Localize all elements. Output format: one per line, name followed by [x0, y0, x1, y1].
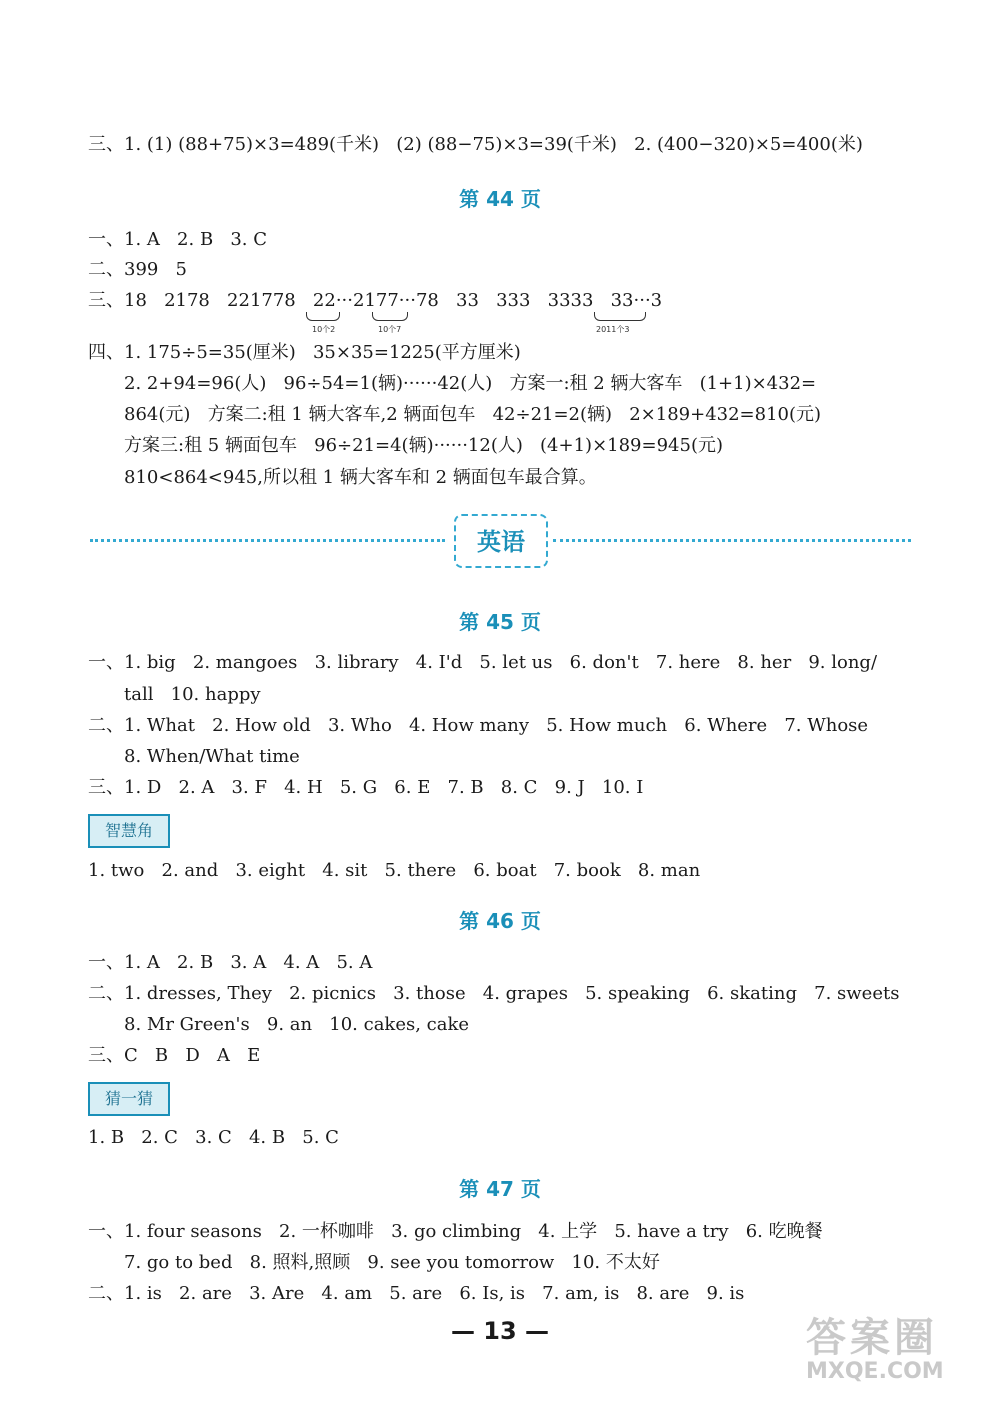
answer-line: 一、1. four seasons 2. 一杯咖啡 3. go climbing 4. 上学 5. have a try 6. 吃晚餐	[88, 1221, 823, 1242]
banner-dotted-line-right	[553, 539, 911, 542]
answer-line: 方案三:租 5 辆面包车 96÷21=4(辆)······12(人) (4+1)×189=945(元)	[124, 435, 723, 456]
answer-line: 三、1. D 2. A 3. F 4. H 5. G 6. E 7. B 8. C 9. J 10. I	[88, 777, 644, 798]
page-number: — 13 —	[450, 1317, 550, 1345]
answer-line: 2. 2+94=96(人) 96÷54=1(辆)······42(人) 方案一:租 2 辆大客车 (1+1)×432=	[124, 373, 817, 394]
watermark-logo	[806, 1306, 986, 1396]
underbrace	[594, 312, 646, 321]
section-tag	[88, 814, 170, 848]
underbrace	[306, 312, 340, 321]
answer-line: 1. two 2. and 3. eight 4. sit 5. there 6. boat 7. book 8. man	[88, 860, 701, 881]
page-heading-47: 第 47 页	[459, 1177, 541, 1201]
answer-line: 三、18 2178 221778 22···2177···78 33 333 3333 33···3	[88, 290, 663, 311]
brace-label: 2011个3	[596, 325, 630, 334]
answer-line: 二、1. dresses, They 2. picnics 3. those 4. grapes 5. speaking 6. skating 7. sweets	[88, 983, 900, 1004]
brace-label: 10个2	[312, 325, 336, 334]
answer-line: 一、1. A 2. B 3. A 4. A 5. A	[88, 952, 373, 973]
answer-line: 810<864<945,所以租 1 辆大客车和 2 辆面包车最合算。	[124, 467, 597, 488]
watermark-brand: 答案圈	[806, 1315, 938, 1361]
underbrace	[372, 312, 408, 321]
section-tag	[88, 1082, 170, 1116]
section-tag-label: 智慧角	[104, 821, 153, 840]
answer-line: 三、C B D A E	[88, 1045, 261, 1066]
answer-line: 三、1. (1) (88+75)×3=489(千米) (2) (88−75)×3=39(千米) 2. (400−320)×5=400(米)	[88, 134, 863, 155]
answer-line: 8. Mr Green's 9. an 10. cakes, cake	[124, 1014, 470, 1035]
answer-line: 二、1. What 2. How old 3. Who 4. How many 5. How much 6. Where 7. Whose	[88, 715, 869, 736]
answer-line: 一、1. A 2. B 3. C	[88, 229, 268, 250]
watermark-site: MXQE.COM	[806, 1359, 944, 1384]
banner-dotted-line-left	[90, 539, 445, 542]
page-heading-46: 第 46 页	[459, 909, 541, 933]
answer-line: 864(元) 方案二:租 1 辆大客车,2 辆面包车 42÷21=2(辆) 2×189+432=810(元)	[124, 404, 822, 425]
subject-label: 英语	[477, 528, 525, 556]
page-heading-44: 第 44 页	[459, 187, 541, 211]
section-tag-label: 猜一猜	[104, 1089, 153, 1108]
answer-line: 7. go to bed 8. 照料,照顾 9. see you tomorrow 10. 不太好	[124, 1252, 660, 1273]
answer-line: 一、1. big 2. mangoes 3. library 4. I'd 5. let us 6. don't 7. here 8. her 9. long/	[88, 652, 878, 673]
brace-label: 10个7	[378, 325, 402, 334]
answer-line: tall 10. happy	[124, 684, 261, 705]
answer-line: 二、1. is 2. are 3. Are 4. am 5. are 6. Is, is 7. am, is 8. are 9. is	[88, 1283, 745, 1304]
answer-line: 四、1. 175÷5=35(厘米) 35×35=1225(平方厘米)	[88, 342, 521, 363]
answer-line: 二、399 5	[88, 259, 187, 280]
answer-line: 1. B 2. C 3. C 4. B 5. C	[88, 1127, 339, 1148]
answer-line: 8. When/What time	[124, 746, 300, 767]
page-heading-45: 第 45 页	[459, 610, 541, 634]
